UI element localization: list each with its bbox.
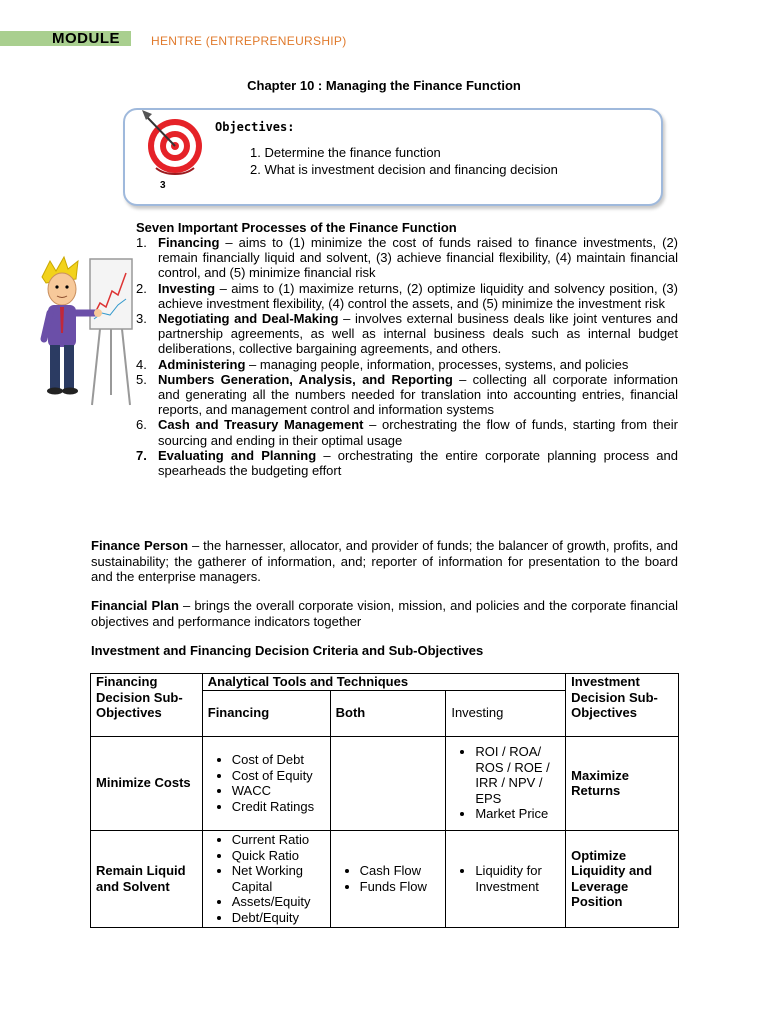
tool-item: • Cash Flow [360, 863, 441, 879]
table-row [91, 830, 679, 927]
process-number: 2. [136, 280, 147, 296]
header-investment-decision: Investment Decision Sub-Objectives [566, 674, 679, 737]
process-item [136, 311, 678, 357]
row-investing-tools [446, 830, 566, 927]
tool-item: • ROI / ROA/ ROS / ROE / IRR / NPV / EPS [475, 744, 560, 806]
process-text: – involves external business deals like joint ventures and partnership agreements, as well as internal business deals such as internal budget deliberations, collective bargaining agreements, and others. [158, 311, 678, 357]
tool-item: • Market Price [475, 806, 560, 822]
process-number: 3. [136, 311, 147, 327]
row-left-label: Minimize Costs [91, 736, 203, 830]
process-item [136, 417, 678, 447]
process-text: – aims to (1) maximize returns, (2) optimize liquidity and solvency position, (3) achieve investment flexibility, (4) control the assets, and (5) minimize the investment risk [158, 280, 678, 311]
process-number: 4. [136, 356, 147, 372]
process-item [136, 448, 678, 478]
tool-item: • WACC [232, 783, 325, 799]
process-number: 7. [136, 447, 147, 463]
finance-person-term: Finance Person [91, 538, 189, 553]
process-text: – collecting all corporate information and generating all the numbers needed for translation into accounting entries, financial reports, and management control and information systems [158, 371, 678, 418]
tool-item: • Funds Flow [360, 879, 441, 895]
process-term: Financing [158, 235, 220, 250]
process-text: – orchestrating the entire corporate planning process and spearheads the budgeting effort [158, 447, 678, 479]
process-text: – aims to (1) minimize the cost of funds raised to finance investments, (2) remain financially liquid and solvent, (3) achieve financial flexibility, (4) maintain financial control, and (5) minimize financial risk [158, 235, 678, 281]
course-title: HENTRE (ENTREPRENEURSHIP) [151, 34, 347, 48]
objective-item: 1. Determine the finance function [250, 145, 441, 160]
table-title: Investment and Financing Decision Criteria and Sub-Objectives [91, 643, 484, 658]
tool-item: • Current Ratio [232, 832, 325, 848]
process-number: 1. [136, 235, 147, 250]
header-analytical-tools: Analytical Tools and Techniques [202, 674, 565, 691]
finance-person-text: – the harnesser, allocator, and provider of funds; the balancer of growth, profits, and sustainability; the gatherer of information, and; reporter of information for presentation to the board and the enterprise managers. [91, 538, 678, 584]
target-icon [138, 108, 208, 198]
process-item [136, 235, 678, 281]
header-financing-decision: Financing Decision Sub-Objectives [91, 674, 203, 737]
row-both-tools [330, 736, 446, 830]
processes-list [136, 235, 678, 478]
process-item [136, 281, 678, 311]
tool-item: • Cost of Debt [232, 752, 325, 768]
row-right-label: Optimize Liquidity and Leverage Position [566, 830, 679, 927]
criteria-table [90, 673, 679, 928]
objectives-title: Objectives: [215, 120, 295, 134]
row-financing-tools [202, 830, 330, 927]
row-financing-tools [202, 736, 330, 830]
process-term: Negotiating and Deal-Making [158, 311, 339, 327]
tool-item: • Quick Ratio [232, 848, 325, 864]
process-text: – orchestrating the flow of funds, starting from their sourcing and ending in their optimal usage [158, 417, 678, 448]
objectives-list [250, 144, 558, 178]
page-number: 3 [160, 180, 166, 191]
tool-item: • Cost of Equity [232, 768, 325, 784]
tool-item: • Debt/Equity [232, 910, 325, 926]
row-right-label: Maximize Returns [566, 736, 679, 830]
process-term: Investing [158, 280, 216, 296]
finance-person-paragraph [91, 538, 678, 585]
tool-item: • Net Working Capital [232, 863, 325, 894]
process-item [136, 357, 678, 372]
process-number: 5. [136, 371, 147, 387]
process-term: Evaluating and Planning [158, 447, 317, 463]
tool-item: • Credit Ratings [232, 799, 325, 815]
process-item [136, 372, 678, 418]
objective-item: 2. What is investment decision and financing decision [250, 162, 558, 177]
chapter-title: Chapter 10 : Managing the Finance Function [247, 78, 521, 93]
presenter-illustration [30, 255, 135, 415]
header-investing: Investing [446, 690, 566, 736]
financial-plan-paragraph [91, 598, 678, 629]
row-both-tools [330, 830, 446, 927]
processes-title: Seven Important Processes of the Finance Function [136, 220, 457, 235]
process-number: 6. [136, 417, 147, 433]
row-left-label: Remain Liquid and Solvent [91, 830, 203, 927]
row-investing-tools [446, 736, 566, 830]
financial-plan-term: Financial Plan [91, 598, 179, 613]
process-term: Numbers Generation, Analysis, and Reporting [158, 371, 453, 387]
process-term: Cash and Treasury Management [158, 417, 364, 433]
financial-plan-text: – brings the overall corporate vision, mission, and policies and the corporate financial objectives and performance indicators together [91, 598, 678, 629]
table-row [91, 736, 679, 830]
process-term: Administering [158, 356, 246, 372]
header-both: Both [330, 690, 446, 736]
module-label: MODULE [52, 30, 120, 47]
tool-item: • Liquidity for Investment [475, 863, 560, 894]
process-text: – managing people, information, processes, systems, and policies [245, 356, 629, 372]
header-financing: Financing [202, 690, 330, 736]
tool-item: • Assets/Equity [232, 894, 325, 910]
